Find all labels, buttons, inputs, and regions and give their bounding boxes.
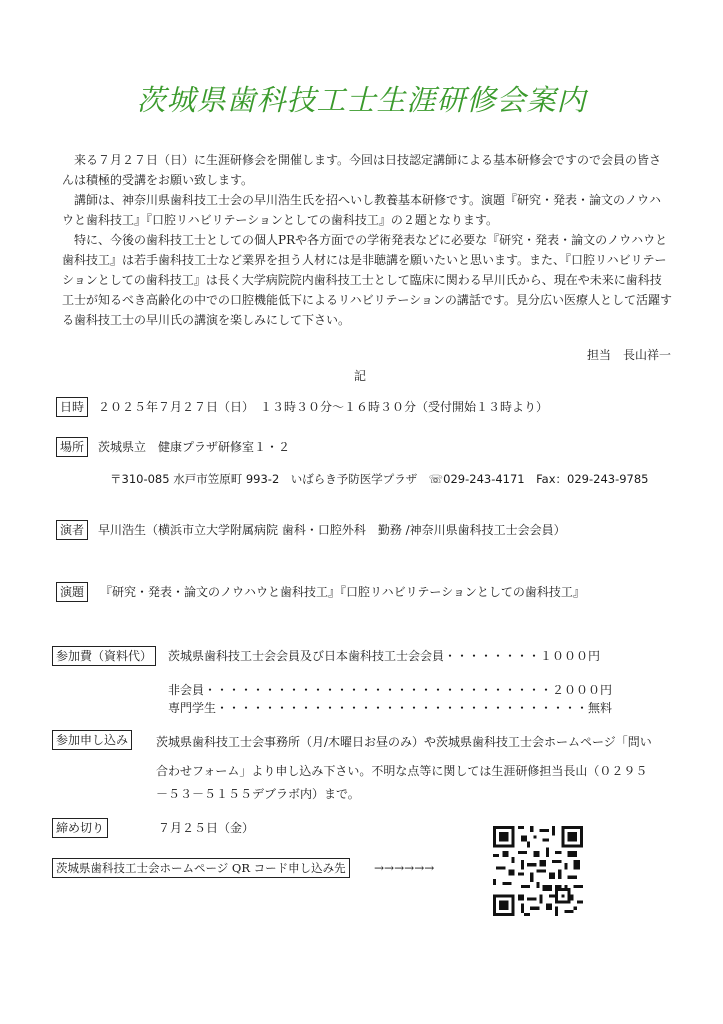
speaker-value: 早川浩生（横浜市立大学附属病院 歯科・口腔外科 勤務 /神奈川県歯科技工士会会員） — [98, 523, 566, 537]
fee-student: 専門学生・・・・・・・・・・・・・・・・・・・・・・・・・・・・・・・無料 — [168, 701, 613, 715]
ki-heading: 記 — [354, 369, 367, 383]
fee-label: 参加費（資料代） — [52, 646, 156, 666]
date-label: 日時 — [56, 397, 88, 417]
venue-name: 茨城県立 健康プラザ研修室１・２ — [98, 440, 291, 454]
arrow-indicator: →→→→→→ — [374, 861, 435, 875]
venue-label: 場所 — [56, 437, 88, 457]
intro-text — [62, 150, 672, 330]
deadline-value: ７月２５日（金） — [158, 821, 255, 835]
intro-paragraph-1: 来る７月２７日（日）に生涯研修会を開催します。今回は日技認定講師による基本研修会ですので会員の皆さんは積極的受講をお願い致します。 — [62, 153, 662, 187]
page-title: 茨城県歯科技工士生涯研修会案内 — [136, 83, 587, 117]
qr-code-icon[interactable] — [493, 826, 583, 916]
apply-label: 参加申し込み — [52, 730, 132, 750]
qr-link-label[interactable]: 茨城県歯科技工士会ホームページ QR コード申し込み先 — [52, 858, 350, 878]
fee-member: 茨城県歯科技工士会会員及び日本歯科技工士会会員・・・・・・・・１０００円 — [168, 649, 601, 663]
venue-address: 〒310-085 水戸市笠原町 993-2 いばらき予防医学プラザ ☏029-243-4171 Fax：029-243-9785 — [110, 472, 649, 486]
signature: 担当 長山祥一 — [586, 348, 671, 362]
apply-line-1: 茨城県歯科技工士会事務所（月/木曜日お昼のみ）や茨城県歯科技工士会ホームページ「問い — [156, 735, 652, 749]
intro-paragraph-2: 講師は、神奈川県歯科技工士会の早川浩生氏を招へいし教養基本研修です。演題『研究・発表・論文のノウハウと歯科技工』『口腔リハビリテーションとしての歯科技工』の２題となります。 — [62, 193, 662, 227]
date-value: ２０２５年７月２７日（日） １３時３０分～１６時３０分（受付開始１３時より） — [98, 400, 549, 414]
intro-paragraph-3: 特に、今後の歯科技工士としての個人PRや各方面での学術発表などに必要な『研究・発表・論文のノウハウと歯科技工』は若手歯科技工士など業界を担う人材には是非聴講を願いたいと思います。また、『口腔リハビリテーションとしての歯科技工』は長く大学病院院内歯科技工士として臨床に関わる早川氏から、現在や未来に歯科技工士が知るべき高齢化の中での口腔機能低下によるリハビリテーションの講話です。見分広い医療人として活躍する歯科技工士の早川氏の講演を楽しみにして下さい。 — [62, 233, 672, 327]
apply-line-3: －５３－５１５５デブラボ内）まで。 — [156, 787, 360, 801]
fee-non-member: 非会員・・・・・・・・・・・・・・・・・・・・・・・・・・・・・２０００円 — [168, 683, 613, 697]
apply-line-2: 合わせフォーム」より申し込み下さい。不明な点等に関しては生涯研修担当長山（０２９５ — [156, 764, 648, 778]
speaker-label: 演者 — [56, 520, 88, 540]
topic-value: 『研究・発表・論文のノウハウと歯科技工』『口腔リハビリテーションとしての歯科技工』 — [100, 585, 585, 599]
topic-label: 演題 — [56, 582, 88, 602]
deadline-label: 締め切り — [52, 818, 108, 838]
